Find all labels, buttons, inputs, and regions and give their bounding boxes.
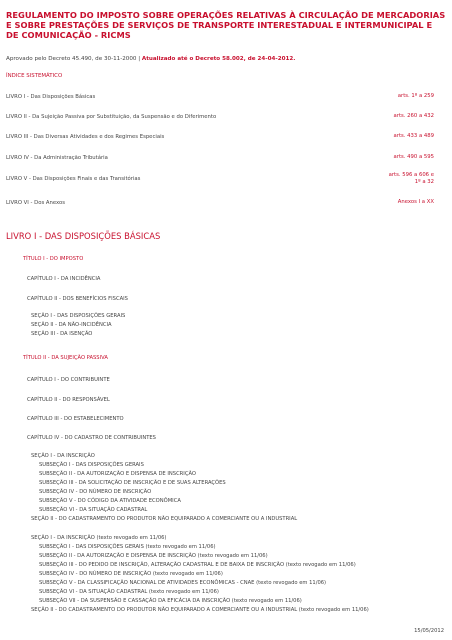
- capitulo-link[interactable]: CAPÍTULO I - DO CONTRIBUINTE: [27, 377, 110, 383]
- subsecao-link[interactable]: SUBSEÇÃO II - DA AUTORIZAÇÃO E DISPENSA DE INSCRIÇÃO: [39, 471, 196, 477]
- index-row-label[interactable]: LIVRO V - Das Disposições Finais e das Transitórias: [6, 176, 141, 182]
- index-row-range-link[interactable]: arts. 490 a 595: [393, 154, 434, 160]
- index-row: [6, 168, 434, 186]
- index-row-range-link[interactable]: arts. 433 a 489: [393, 133, 434, 139]
- index-row-label[interactable]: LIVRO I - Das Disposições Básicas: [6, 94, 96, 100]
- secao-link[interactable]: SEÇÃO II - DA NÃO-INCIDÊNCIA: [31, 322, 112, 328]
- subsecao-link[interactable]: SUBSEÇÃO III - DO PEDIDO DE INSCRIÇÃO, ALTERAÇÃO CADASTRAL E DE BAIXA DE INSCRIÇÃO (texto revogado em 11/06): [39, 562, 356, 568]
- capitulo-link[interactable]: CAPÍTULO I - DA INCIDÊNCIA: [27, 276, 101, 282]
- subsecao-link[interactable]: SUBSEÇÃO V - DA CLASSIFICAÇÃO NACIONAL DE ATIVIDADES ECONÔMICAS - CNAE (texto revogado em 11/06): [39, 580, 327, 586]
- index-row-label[interactable]: LIVRO III - Das Diversas Atividades e dos Regimes Especiais: [6, 134, 165, 140]
- index-row-range-link[interactable]: arts. 260 a 432: [393, 113, 434, 119]
- capitulo-link[interactable]: CAPÍTULO II - DO RESPONSÁVEL: [27, 397, 110, 403]
- subsecao-link[interactable]: SUBSEÇÃO I - DAS DISPOSIÇÕES GERAIS (texto revogado em 11/06): [39, 544, 216, 550]
- secao-link[interactable]: SEÇÃO I - DA INSCRIÇÃO (texto revogado em 11/06): [31, 535, 167, 541]
- subsecao-link[interactable]: SUBSEÇÃO VI - DA SITUAÇÃO CADASTRAL (texto revogado em 11/06): [39, 589, 219, 595]
- page-footer-date: 15/05/2012: [414, 628, 444, 634]
- titulo-ii-link[interactable]: TÍTULO II - DA SUJEIÇÃO PASSIVA: [23, 355, 108, 361]
- capitulo-link[interactable]: CAPÍTULO III - DO ESTABELECIMENTO: [27, 416, 124, 422]
- subsecao-link[interactable]: SUBSEÇÃO IV - DO NÚMERO DE INSCRIÇÃO (texto revogado em 11/06): [39, 571, 223, 577]
- subsecao-link[interactable]: SUBSEÇÃO VII - DA SUSPENSÃO E CASSAÇÃO DA EFICÁCIA DA INSCRIÇÃO (texto revogado em 11/06): [39, 598, 302, 604]
- secao-link[interactable]: SEÇÃO III - DA ISENÇÃO: [31, 331, 93, 337]
- secao-link[interactable]: SEÇÃO II - DO CADASTRAMENTO DO PRODUTOR NÃO EQUIPARADO A COMERCIANTE OU A INDUSTRIAL: [31, 516, 298, 522]
- capitulo-link[interactable]: CAPÍTULO IV - DO CADASTRO DE CONTRIBUINTES: [27, 435, 156, 441]
- index-row: [6, 86, 434, 100]
- index-row: [6, 126, 434, 140]
- index-row: [6, 192, 434, 206]
- livro-i-heading: LIVRO I - DAS DISPOSIÇÕES BÁSICAS: [6, 231, 161, 241]
- subsecao-link[interactable]: SUBSEÇÃO V - DO CÓDIGO DA ATIVIDADE ECONÔMICA: [39, 498, 181, 504]
- update-note-link[interactable]: Atualizado até o Decreto 58.002, de 24-04-2012.: [141, 56, 296, 62]
- secao-link[interactable]: SEÇÃO II - DO CADASTRAMENTO DO PRODUTOR NÃO EQUIPARADO A COMERCIANTE OU A INDUSTRIAL (texto revogado em 11/06): [31, 607, 369, 613]
- titulo-i-link[interactable]: TÍTULO I - DO IMPOSTO: [23, 256, 84, 262]
- subsecao-link[interactable]: SUBSEÇÃO II - DA AUTORIZAÇÃO E DISPENSA DE INSCRIÇÃO (texto revogado em 11/06): [39, 553, 268, 559]
- index-row: [6, 147, 434, 161]
- index-row-range-link[interactable]: arts. 1º a 259: [397, 93, 434, 99]
- index-row-label[interactable]: LIVRO II - Da Sujeição Passiva por Substituição, da Suspensão e do Diferimento: [6, 114, 217, 120]
- approval-decree-text: Aprovado pelo Decreto 45.490, de 30-11-2000 |: [6, 56, 142, 62]
- index-row: [6, 106, 434, 120]
- index-row-range-link[interactable]: Anexos I a XX: [397, 199, 434, 205]
- subsecao-link[interactable]: SUBSEÇÃO III - DA SOLICITAÇÃO DE INSCRIÇÃO E DE SUAS ALTERAÇÕES: [39, 480, 226, 486]
- subsecao-link[interactable]: SUBSEÇÃO VI - DA SITUAÇÃO CADASTRAL: [39, 507, 148, 513]
- document-title: REGULAMENTO DO IMPOSTO SOBRE OPERAÇÕES RELATIVAS À CIRCULAÇÃO DE MERCADORIAS E SOBRE PRESTAÇÕES DE SERVIÇOS DE TRANSPORTE INTERESTADUAL E INTERMUNICIPAL E DE COMUNICAÇÃO - RICMS: [6, 10, 446, 40]
- index-row-range-link[interactable]: arts. 596 a 606 e 1º a 32: [388, 172, 434, 185]
- index-row-label[interactable]: LIVRO IV - Da Administração Tributária: [6, 155, 108, 161]
- index-row-label[interactable]: LIVRO VI - Dos Anexos: [6, 200, 66, 206]
- index-heading: ÍNDICE SISTEMÁTICO: [6, 73, 63, 79]
- secao-link[interactable]: SEÇÃO I - DA INSCRIÇÃO: [31, 453, 95, 459]
- subsecao-link[interactable]: SUBSEÇÃO IV - DO NÚMERO DE INSCRIÇÃO: [39, 489, 152, 495]
- secao-link[interactable]: SEÇÃO I - DAS DISPOSIÇÕES GERAIS: [31, 313, 126, 319]
- subsecao-link[interactable]: SUBSEÇÃO I - DAS DISPOSIÇÕES GERAIS: [39, 462, 144, 468]
- capitulo-link[interactable]: CAPÍTULO II - DOS BENEFÍCIOS FISCAIS: [27, 296, 128, 302]
- approval-note: [6, 56, 295, 62]
